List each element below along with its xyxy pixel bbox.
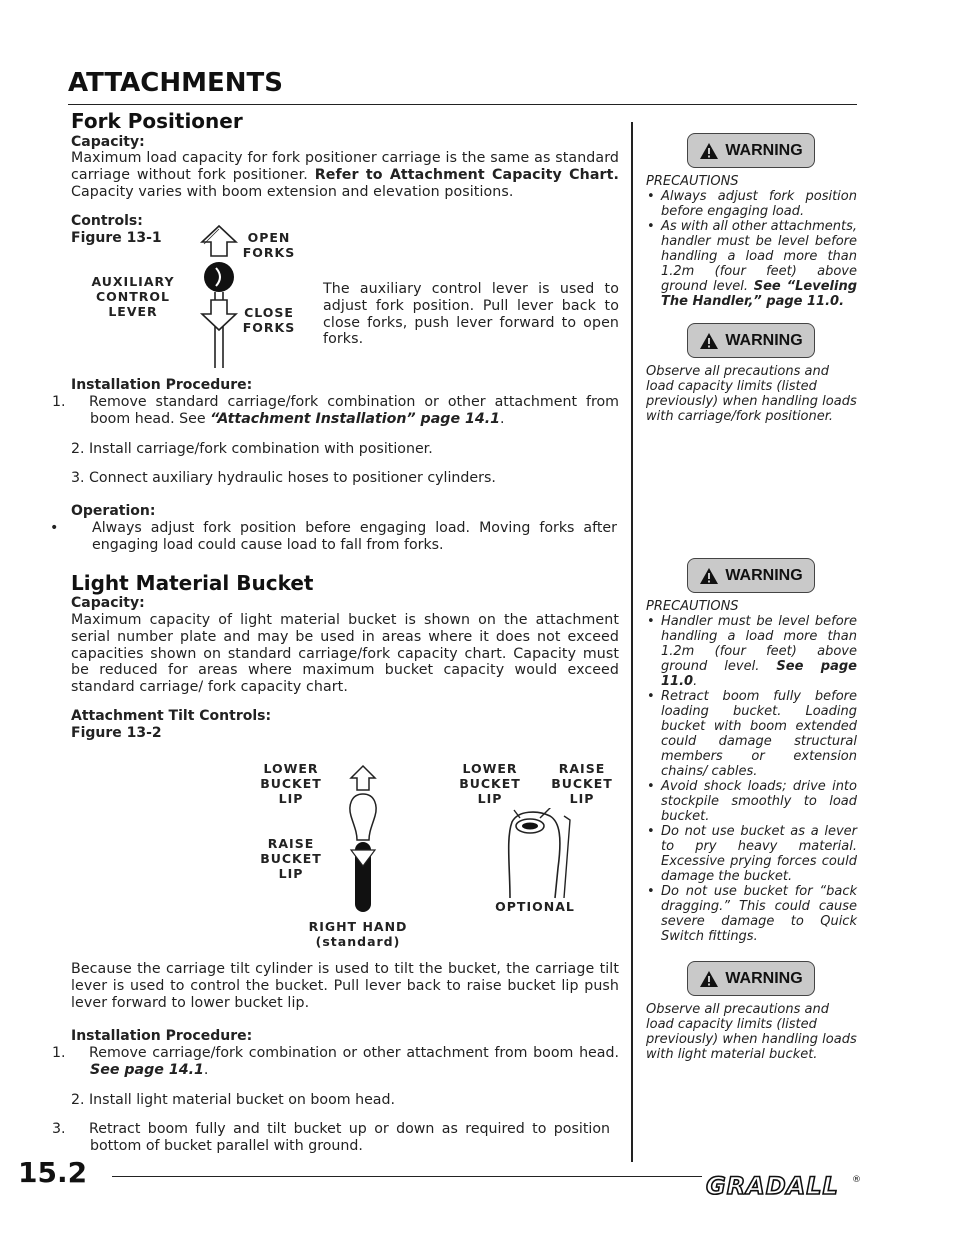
bucket-install-step-1: 1. Remove carriage/fork combination or other attachment from boom head. See page 14.1. [52,1045,619,1078]
footer-rule [112,1176,702,1177]
fork-install-label: Installation Procedure: [71,377,253,393]
warning-3-item-2: • Retract boom fully before loading bucket. Loading bucket with boom extended could damage structural members or extension chains/ cables. [646,689,857,779]
fork-capacity-label: Capacity: [71,134,145,150]
warning-triangle-icon [699,332,719,350]
optional-lever-figure [500,808,572,900]
warning-2-text: Observe all precautions and load capacity limits (listed previously) when handling loads with carriage/fork positioner. [646,364,857,424]
gradall-logo [704,1168,864,1202]
warning-3-text [646,599,857,944]
warning-badge-4 [687,961,815,996]
header-rule [68,104,857,105]
warning-triangle-icon [699,567,719,585]
close-forks-label: CLOSE FORKS [242,305,296,335]
warning-3-item-4: • Do not use bucket as a lever to pry heavy material. Excessive prying forces could damage the bucket. [646,824,857,884]
warning-triangle-icon [699,142,719,160]
fork-operation-label: Operation: [71,503,156,519]
right-hand-label: RIGHT HAND (standard) [308,919,408,949]
bucket-tilt-description: Because the carriage tilt cylinder is used to tilt the bucket, the carriage tilt lever is used to control the bucket. Pull lever back to raise bucket lip push lever forward to lower bucket lip. [71,961,619,1011]
warning-label: WARNING [725,969,803,987]
optional-raise-lip-label: RAISE BUCKET LIP [551,761,613,806]
warning-label: WARNING [725,331,803,349]
fork-lever-description: The auxiliary control lever is used to adjust fork position. Pull lever back to close forks, push lever forward to open forks. [323,281,619,348]
warning-1-item-1: • Always adjust fork position before engaging load. [646,189,857,219]
fork-operation-item: • Always adjust fork position before engaging load. Moving forks after engaging load could cause load to fall from forks. [50,520,617,553]
warning-3-item-5: • Do not use bucket for “back dragging.” This could cause severe damage to Quick Switch fittings. [646,884,857,944]
bucket-install-list [52,1045,619,1155]
bucket-install-label: Installation Procedure: [71,1028,253,1044]
optional-label: OPTIONAL [495,899,575,914]
fork-positioner-heading: Fork Positioner [71,109,243,133]
fork-controls-label: Controls: [71,213,143,229]
bucket-install-step-3: 3. Retract boom fully and tilt bucket up or down as required to position bottom of bucket parallel with ground. [52,1121,610,1155]
right-hand-lever-figure [343,764,383,914]
fork-install-step-1: 1. Remove standard carriage/fork combination or other attachment from boom head. See “Attachment Installation” page 14.1. [52,394,619,427]
bucket-install-step-2: 2. Install light material bucket on boom head. [71,1091,396,1108]
fork-capacity-text: Maximum load capacity for fork positioner carriage is the same as standard carriage without fork positioner. Refer to Attachment Capacity Chart. Capacity varies with boom extension and elevation positions. [71,150,619,200]
warning-badge-1 [687,133,815,168]
fork-install-list [52,394,619,487]
aux-lever-label: AUXILIARY CONTROL LEVER [91,274,175,319]
warning-3-item-1: • Handler must be level before handling a load more than 1.2m (four feet) above ground level. See page 11.0. [646,614,857,689]
warning-badge-2 [687,323,815,358]
fork-install-step-3: 3. Connect auxiliary hydraulic hoses to positioner cylinders. [71,470,496,487]
fork-figure-ref: Figure 13-1 [71,230,162,246]
warning-3-item-3: • Avoid shock loads; drive into stockpile smoothly to load bucket. [646,779,857,824]
warning-1-text [646,174,857,309]
warning-badge-3 [687,558,815,593]
warning-triangle-icon [699,970,719,988]
open-forks-label: OPEN FORKS [242,230,296,260]
warning-label: WARNING [725,566,803,584]
warning-1-item-2: • As with all other attachments, handler must be level before handling a load more than 1.2m (four feet) above ground level. See “Leveling The Handler,” page 11.0. [646,219,857,309]
fork-lever-figure [198,224,240,370]
page-number: 15.2 [18,1156,88,1189]
warning-label: WARNING [725,141,803,159]
lower-lip-label: LOWER BUCKET LIP [260,761,322,806]
bucket-heading: Light Material Bucket [71,571,314,595]
bucket-tilt-label: Attachment Tilt Controls: [71,708,272,724]
section-title: ATTACHMENTS [68,68,283,98]
warning-4-text: Observe all precautions and load capacity limits (listed previously) when handling loads with light material bucket. [646,1002,857,1062]
registered-mark: ® [852,1175,861,1185]
optional-lower-lip-label: LOWER BUCKET LIP [459,761,521,806]
column-divider [631,122,633,1162]
bucket-capacity-text: Maximum capacity of light material bucket is shown on the attachment serial number plate and may be used in areas where it does not exceed capacities shown on standard carriage/fork capacity chart. Capacity must be reduced for areas where maximum bucket capacity would exceed standard carriage/ fork capacity chart. [71,612,619,696]
raise-lip-label: RAISE BUCKET LIP [260,836,322,881]
bucket-capacity-label: Capacity: [71,595,145,611]
brand-text: GRADALL [706,1172,839,1200]
bucket-figure-ref: Figure 13-2 [71,725,162,741]
fork-install-step-2: 2. Install carriage/fork combination with positioner. [71,440,433,457]
warning-1-heading: PRECAUTIONS [646,174,739,189]
warning-3-heading: PRECAUTIONS [646,599,739,614]
